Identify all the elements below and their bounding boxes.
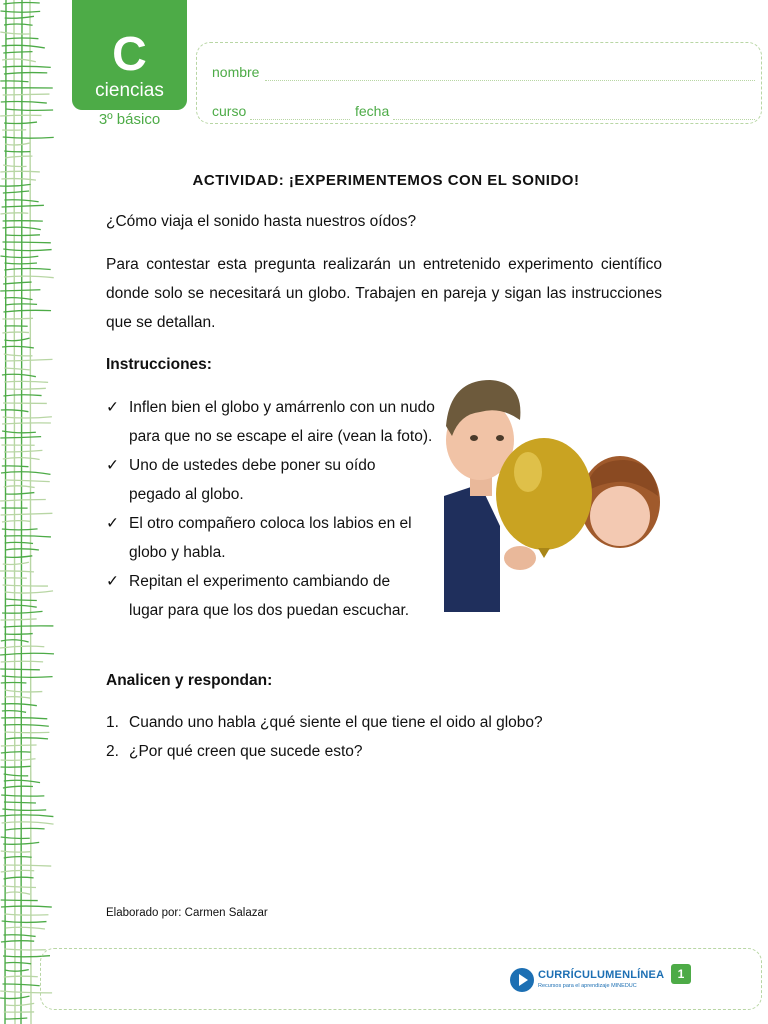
grass-leaf xyxy=(2,45,45,48)
grass-leaf xyxy=(3,282,31,284)
grass-leaf xyxy=(1,472,50,475)
grass-leaf xyxy=(5,949,46,950)
author-credit: Elaborado por: Carmen Salazar xyxy=(106,907,268,919)
grass-leaf xyxy=(2,822,54,824)
grass-leaf xyxy=(4,626,54,627)
grass-leaf xyxy=(2,318,33,319)
check-icon: ✓ xyxy=(106,515,119,532)
grass-leaf xyxy=(4,338,29,341)
main-question: ¿Cómo viaja el sonido hasta nuestros oídos? xyxy=(106,213,417,230)
grass-leaf xyxy=(1,704,36,706)
grass-stem xyxy=(5,0,6,1024)
grass-leaf xyxy=(4,269,50,270)
check-icon: ✓ xyxy=(106,399,119,416)
logo-subtitle: Recursos para el aprendizaje MINEDUC xyxy=(538,983,637,989)
grass-leaf xyxy=(6,927,45,929)
grass-leaf xyxy=(4,122,37,123)
grass-leaf xyxy=(2,611,42,613)
subject-badge xyxy=(72,0,187,110)
grass-leaf xyxy=(4,151,30,152)
grass-leaf xyxy=(1,941,34,942)
grass-leaf xyxy=(6,892,30,894)
grass-leaf xyxy=(6,828,45,830)
grass-leaf xyxy=(4,73,47,74)
grass-leaf xyxy=(6,738,48,739)
instruction-item: ✓ Repitan el experimento cambiando de lugar para que los dos puedan escuchar. xyxy=(106,567,419,625)
grass-leaf xyxy=(4,450,42,452)
grass-leaf xyxy=(3,395,41,396)
analysis-question: 1. Cuando uno habla ¿qué siente el que tiene el oido al globo? xyxy=(106,714,543,731)
logo-name: CURRÍCULUMENLÍNEA xyxy=(538,969,665,981)
curso-field[interactable] xyxy=(250,119,350,120)
grass-leaf xyxy=(1,513,53,515)
nombre-label: nombre xyxy=(212,64,260,80)
grass-leaf xyxy=(3,66,51,67)
grass-leaf xyxy=(3,249,51,251)
instruction-item: ✓ El otro compañero coloca los labios en el globo y habla. xyxy=(106,509,425,567)
fecha-label: fecha xyxy=(355,103,390,119)
grass-leaf xyxy=(5,963,31,964)
nombre-field[interactable] xyxy=(265,80,755,81)
grass-leaf xyxy=(5,1018,28,1019)
grass-leaf xyxy=(5,542,33,543)
grass-leaf xyxy=(6,109,54,110)
grass-leaf xyxy=(4,24,33,25)
grass-leaf xyxy=(2,423,51,424)
grass-leaf xyxy=(3,94,50,95)
grass-leaf xyxy=(4,857,32,858)
grass-leaf xyxy=(3,562,29,564)
grass-leaf xyxy=(5,591,53,593)
fecha-field[interactable] xyxy=(393,119,755,120)
grass-leaf xyxy=(0,32,31,34)
grass-leaf xyxy=(1,102,47,104)
children-balloon-photo xyxy=(440,376,664,616)
instruction-item: ✓ Uno de ustedes debe poner su oído pegado al globo. xyxy=(106,451,419,509)
instructions-list xyxy=(106,393,486,625)
grass-leaf xyxy=(5,156,32,158)
grass-leaf xyxy=(3,865,51,866)
grass-leaf xyxy=(4,877,34,879)
grass-leaf xyxy=(3,417,52,418)
grass-leaf xyxy=(4,634,32,635)
grass-leaf xyxy=(2,346,34,348)
grass-leaf xyxy=(5,690,43,692)
page-number: 1 xyxy=(671,964,691,984)
grass-leaf xyxy=(0,669,40,670)
grass-leaf xyxy=(1,906,52,907)
grass-leaf xyxy=(0,499,46,501)
grass-leaf xyxy=(2,676,53,677)
analysis-heading: Analicen y respondan: xyxy=(106,672,273,689)
grass-leaf xyxy=(4,697,31,699)
analysis-questions xyxy=(106,708,543,766)
intro-paragraph: Para contestar esta pregunta realizarán un entretenido experimento científico donde solo se necesitará un globo. Trabajen en pareja y sigan las instrucciones que se detallan. xyxy=(106,256,662,331)
grass-leaf xyxy=(5,263,37,264)
instruction-item: ✓ Inflen bien el globo y amárrenlo con un nudo para que no se escape el aire (vean la foto). xyxy=(106,393,435,451)
grass-leaf xyxy=(3,52,32,53)
grass-leaf xyxy=(2,529,38,530)
grass-leaf xyxy=(6,388,46,389)
grass-leaf xyxy=(0,653,54,655)
grass-leaf xyxy=(1,795,44,796)
grass-leaf xyxy=(1,682,27,683)
grass-leaf xyxy=(1,718,47,719)
grass-leaf xyxy=(1,851,31,852)
grass-leaf xyxy=(4,276,54,278)
grass-leaf xyxy=(4,732,49,733)
grass-leaf xyxy=(2,332,29,333)
grass-leaf xyxy=(4,774,29,776)
grass-leaf xyxy=(5,480,50,482)
grass-leaf xyxy=(2,921,47,922)
grass-leaf xyxy=(0,437,41,438)
analysis-question: 2. ¿Por qué creen que sucede esto? xyxy=(106,743,363,760)
grass-leaf xyxy=(4,298,32,300)
curso-label: curso xyxy=(212,103,247,119)
grass-leaf xyxy=(5,970,29,972)
grass-leaf xyxy=(5,143,30,145)
grass-leaf xyxy=(0,171,40,172)
grass-leaf xyxy=(3,165,26,167)
grass-leaf xyxy=(5,914,49,915)
grass-leaf xyxy=(0,256,38,257)
grass-leaf xyxy=(0,184,31,186)
grass-leaf xyxy=(4,368,29,370)
grass-leaf xyxy=(3,585,48,586)
grass-leaf xyxy=(3,786,33,788)
grade-label: 3º básico xyxy=(98,111,161,128)
subject-letter: C xyxy=(112,28,147,81)
grass-leaf xyxy=(6,1003,34,1005)
grass-leaf xyxy=(3,725,48,727)
play-logo-icon xyxy=(510,968,534,992)
grass-leaf xyxy=(0,115,41,116)
grass-leaf xyxy=(2,59,36,62)
grass-leaf xyxy=(4,381,48,382)
activity-title: ACTIVIDAD: ¡EXPERIMENTEMOS CON EL SONIDO! xyxy=(192,172,580,189)
grass-leaf xyxy=(5,556,33,558)
grass-leaf xyxy=(0,646,44,648)
grass-leaf xyxy=(4,354,33,356)
instructions-heading: Instrucciones: xyxy=(106,356,212,373)
grass-leaf xyxy=(2,205,44,207)
grass-leaf xyxy=(1,752,31,753)
grass-leaf xyxy=(2,242,50,243)
grass-leaf xyxy=(3,137,54,138)
grass-leaf xyxy=(0,815,53,817)
header-frame xyxy=(196,42,762,124)
grass-leaf xyxy=(3,191,29,193)
grass-leaf xyxy=(4,536,51,537)
grass-leaf xyxy=(3,310,51,312)
grass-leaf xyxy=(5,235,40,236)
grass-leaf xyxy=(1,900,38,901)
grass-leaf xyxy=(2,809,46,810)
grass-leaf xyxy=(2,521,30,522)
grass-leaf xyxy=(5,359,53,361)
subject-name: ciencias xyxy=(95,80,164,101)
decorative-grass-border xyxy=(0,0,60,1024)
check-icon: ✓ xyxy=(106,573,119,590)
check-icon: ✓ xyxy=(106,457,119,474)
curriculum-en-linea-logo[interactable] xyxy=(510,966,665,996)
grass-leaf xyxy=(0,11,40,12)
